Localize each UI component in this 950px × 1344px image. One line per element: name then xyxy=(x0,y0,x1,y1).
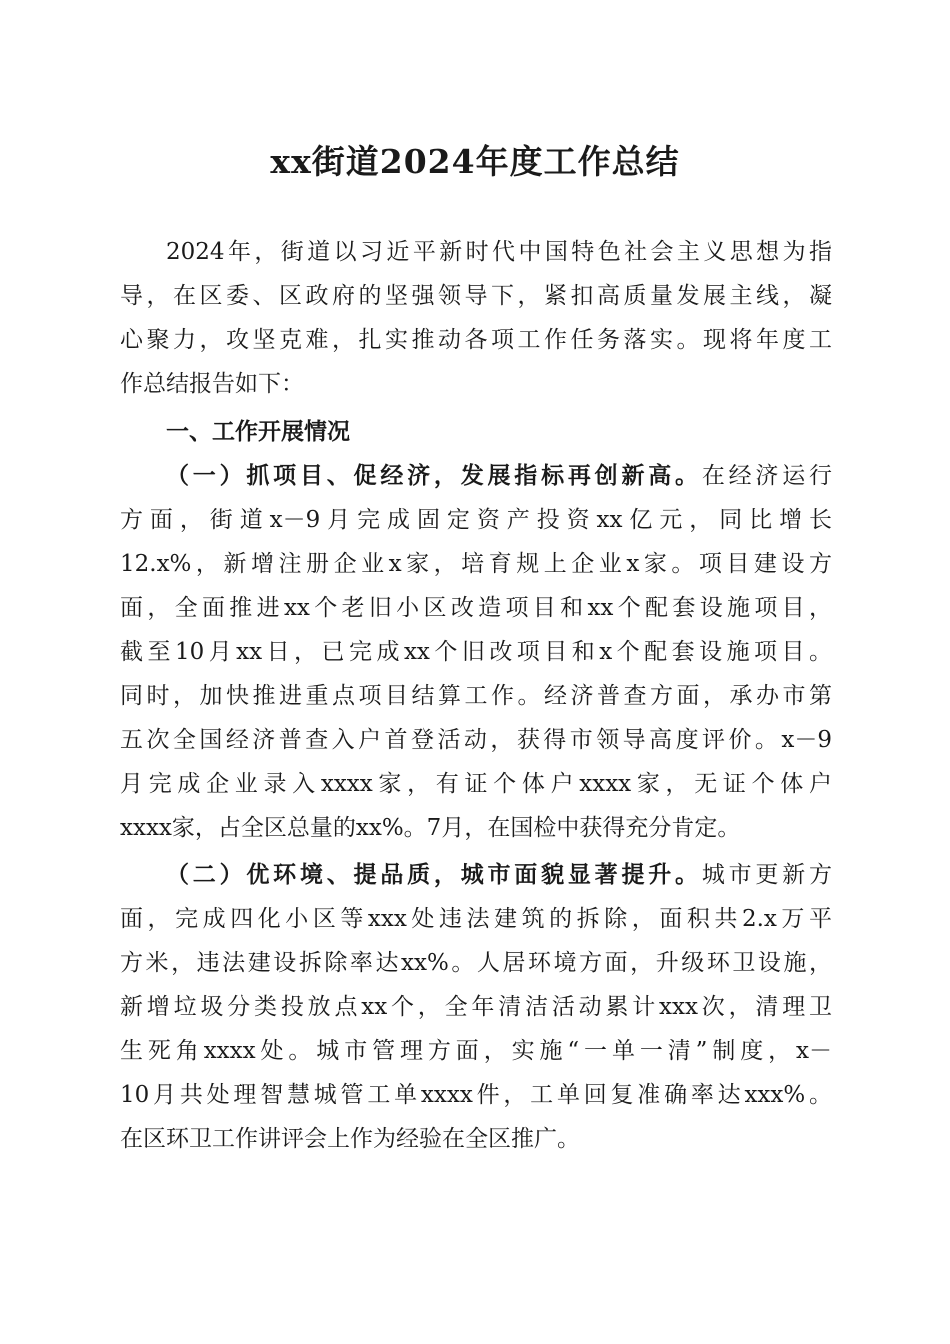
sub1-first-line xyxy=(166,454,832,498)
sub1-line-5: 截至10月xx日，已完成xx个旧改项目和x个配套设施项目。 xyxy=(120,639,832,665)
intro-line-2: 导，在区委、区政府的坚强领导下，紧扣高质量发展主线，凝 xyxy=(120,283,832,309)
document-title: xx街道2024年度工作总结 xyxy=(270,142,680,181)
section-heading-1: 一、工作开展情况 xyxy=(166,418,350,445)
intro-line-4: 作总结报告如下： xyxy=(120,371,304,397)
sub2-line-4: 新增垃圾分类投放点xx个，全年清洁活动累计xxx次，清理卫 xyxy=(120,994,832,1020)
sub1-line-4: 面，全面推进xx个老旧小区改造项目和xx个配套设施项目， xyxy=(120,595,832,621)
sub1-line-7: 五次全国经济普查入户首登活动，获得市领导高度评价。x－9 xyxy=(120,727,832,753)
sub2-line-3: 方米，违法建设拆除率达xx%。人居环境方面，升级环卫设施， xyxy=(120,950,832,976)
intro-line-3: 心聚力，攻坚克难，扎实推动各项工作任务落实。现将年度工 xyxy=(120,327,832,353)
sub1-first-rest: 在经济运行 xyxy=(701,463,832,489)
sub2-line-2: 面，完成四化小区等xxx处违法建筑的拆除，面积共2.x万平 xyxy=(120,906,832,932)
sub2-first-rest: 城市更新方 xyxy=(701,862,832,888)
sub2-lead: （二）优环境、提品质，城市面貌显著提升。 xyxy=(166,861,702,888)
sub1-line-6: 同时，加快推进重点项目结算工作。经济普查方面，承办市第 xyxy=(120,683,832,709)
sub1-line-8: 月完成企业录入xxxx家，有证个体户xxxx家，无证个体户 xyxy=(120,771,832,797)
sub2-line-5: 生死角xxxx处。城市管理方面，实施“一单一清”制度，x－ xyxy=(120,1038,832,1064)
sub1-line-2: 方面，街道x－9月完成固定资产投资xx亿元，同比增长 xyxy=(120,507,832,533)
sub2-first-line xyxy=(166,853,832,897)
sub1-line-9: xxxx家，占全区总量的xx%。7月，在国检中获得充分肯定。 xyxy=(120,815,741,841)
sub2-line-7: 在区环卫工作讲评会上作为经验在全区推广。 xyxy=(120,1126,580,1152)
sub1-line-3: 12.x%，新增注册企业x家，培育规上企业x家。项目建设方 xyxy=(120,551,832,577)
sub1-lead: （一）抓项目、促经济，发展指标再创新高。 xyxy=(166,462,702,489)
intro-line-1: 2024年，街道以习近平新时代中国特色社会主义思想为指 xyxy=(166,239,832,265)
sub2-line-6: 10月共处理智慧城管工单xxxx件，工单回复准确率达xxx%。 xyxy=(120,1082,832,1108)
